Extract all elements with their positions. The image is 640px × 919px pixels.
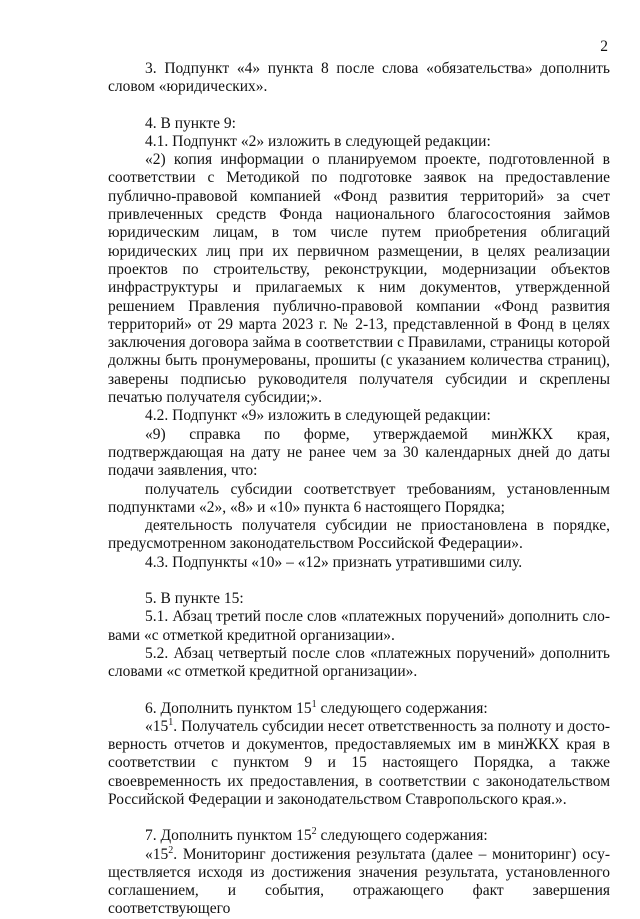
paragraph-4-2-condition-2: деятельность получателя субсидии не приостановлена в порядке, предусмотренном законодательством Российской Федерации». [108, 517, 610, 553]
text-part: . Получатель субсидии несет ответственность за полноту и достоверность отчетов и документов, предоставляемых им в минЖКХ края в соответствии с пунктом 9 и 15 настоящего Порядка, а также своевременность их предоставления, в соответствии с законодательством Российской Федерации и законодательством Ставропольского края.». [108, 717, 610, 808]
superscript: 1 [311, 698, 317, 710]
paragraph-4-1: 4.1. Подпункт «2» изложить в следующей редакции: [145, 132, 491, 150]
document-body [108, 60, 610, 919]
paragraph-5-2: 5.2. Абзац четвертый после слов «платежных поручений» дополнить словами «с отметкой кредитной организации». [108, 644, 610, 681]
paragraph-4-heading: 4. В пункте 9: [145, 114, 236, 132]
paragraph-4-2-condition-1: получатель субсидии соответствует требованиям, установленным подпунктами «2», «8» и «10» пункта 6 настоящего Порядка; [108, 480, 610, 516]
paragraph-7-heading [108, 827, 610, 845]
superscript: 2 [311, 826, 317, 838]
superscript: 2 [168, 844, 174, 856]
text-part: «15 [145, 717, 169, 735]
text-part: следующего содержания: [316, 827, 488, 845]
paragraph-4-2: 4.2. Подпункт «9» изложить в следующей редакции: [145, 407, 491, 425]
paragraph-gap [108, 572, 610, 590]
text-part: . Мониторинг достижения результата (далее – мониторинг) осуществляется исходя из достижения значения результата, установленного соглашением, и события, отражающего факт завершения соответствующего [108, 845, 610, 918]
paragraph-4-1-text: «2) копия информации о планируемом проекте, подготовленной в соответствии с Методикой по подготовке заявок на предоставление публично-правовой компанией «Фонд развития территорий» за счет привлеченных средств Фонда национального благосостояния займов юридическим лицам, в том числе путем приобретения облигаций юридических лиц при их первичном размещении, в целях реализации проектов по строительству, реконструкции, модернизации объектов инфраструктуры и прилагаемых к ним документов, утвержденной решением Правления публично-правовой компании «Фонд развития территорий» от 29 марта 2023 г. № 2-13, представленной в Фонд в целях заключения договора займа в соответствии с Правилами, страницы которой должны быть пронумерованы, прошиты (с указанием количества страниц), заверены подписью руководителя получателя субсидии и скреплены печатью получателя субсидии;». [108, 151, 610, 407]
paragraph-gap [108, 809, 610, 827]
superscript: 1 [168, 716, 174, 728]
text-part: следующего содержания: [316, 699, 488, 717]
text-part: 7. Дополнить пунктом 15 [145, 827, 312, 845]
text-part: 6. Дополнить пунктом 15 [145, 699, 312, 717]
paragraph-gap [108, 682, 610, 700]
paragraph-4-2-text: «9) справка по форме, утверждаемой минЖКХ края, подтверждающая на дату не ранее чем за 30 календарных дней до даты подачи заявления, что: [108, 425, 610, 480]
paragraph-6-text [108, 718, 610, 809]
paragraph-5-heading: 5. В пункте 15: [145, 590, 244, 608]
paragraph-4-3: 4.3. Подпункты «10» – «12» признать утратившими силу. [145, 553, 523, 571]
paragraph-gap [108, 97, 610, 115]
paragraph-5-1: 5.1. Абзац третий после слов «платежных поручений» дополнить словами «с отметкой кредитной организации». [108, 608, 610, 644]
paragraph-7-text [108, 846, 610, 919]
text-part: «15 [145, 845, 169, 863]
paragraph-6-heading [108, 700, 610, 718]
page-number: 2 [600, 38, 608, 55]
paragraph-3: 3. Подпункт «4» пункта 8 после слова «обязательства» дополнить словом «юридических». [108, 60, 610, 96]
